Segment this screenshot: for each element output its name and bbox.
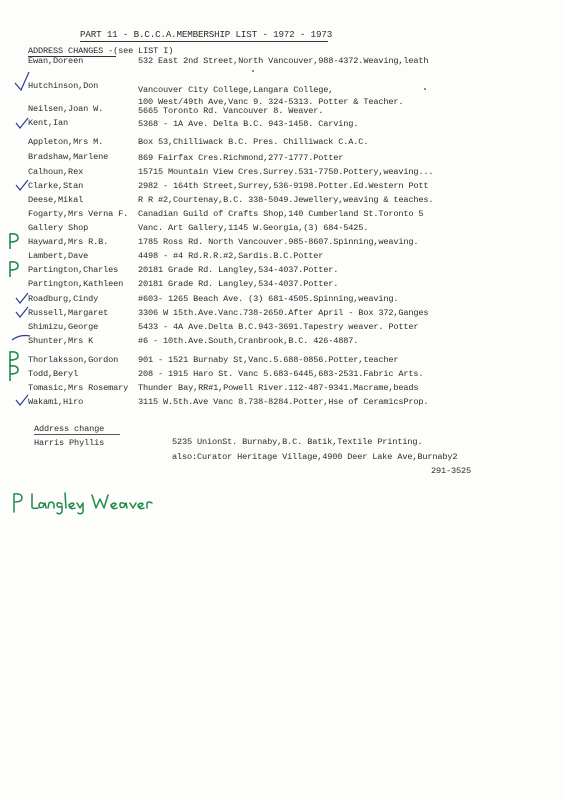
addendum-address-line2: also:Curator Heritage Village,4900 Deer Lake Ave,Burnaby2: [172, 452, 458, 462]
entry-address: 901 - 1521 Burnaby St,Vanc.5.688-0856.Potter,teacher: [138, 355, 399, 365]
p-mark-icon: [7, 260, 21, 278]
dash-mark-icon: [10, 331, 32, 343]
entry-address: Canadian Guild of Crafts Shop,140 Cumberland St.Toronto 5: [138, 209, 424, 219]
addendum-underline: [34, 434, 120, 435]
addendum-name: Harris Phyllis: [34, 438, 105, 448]
entry-name: Partington,Kathleen: [28, 279, 124, 289]
checkmark-icon: [14, 116, 30, 130]
entry-address: 4498 - #4 Rd.R.R.#2,Sardis.B.C.Potter: [138, 251, 324, 261]
entry-name: Shimizu,George: [28, 322, 99, 332]
entry-name: Shunter,Mrs K: [28, 336, 94, 346]
entry-address: 5665 Toronto Rd. Vancouver 8. Weaver.: [138, 106, 324, 116]
checkmark-icon: [14, 178, 30, 192]
entry-name: Bradshaw,Marlene: [28, 152, 109, 162]
entry-name: Russell,Margaret: [28, 308, 109, 318]
entry-address: Box 53,Chilliwack B.C. Pres. Chilliwack C.A.C.: [138, 137, 369, 147]
handwritten-note: [10, 490, 160, 516]
entry-address: 20181 Grade Rd. Langley,534-4037.Potter.: [138, 265, 339, 275]
checkmark-icon: [12, 70, 32, 94]
entry-name: Neilsen,Joan W.: [28, 104, 104, 114]
entry-address: R R #2,Courtenay,B.C. 338-5049.Jewellery,weaving & teaches.: [138, 195, 434, 205]
entry-address: 208 - 1915 Haro St. Vanc 5.683-6445,683-2531.Fabric Arts.: [138, 369, 424, 379]
entry-name: Hayward,Mrs R.B.: [28, 237, 109, 247]
checkmark-icon: [14, 305, 30, 319]
entry-address: 5433 - 4A Ave.Delta B.C.943-3691.Tapestry weaver. Potter: [138, 322, 419, 332]
p-mark-icon: [7, 364, 21, 382]
entry-name: Thorlaksson,Gordon: [28, 355, 119, 365]
title-underline: [80, 41, 328, 42]
checkmark-icon: [14, 291, 30, 305]
entry-name: Tomasic,Mrs Rosemary: [28, 383, 129, 393]
entry-address: 1785 Ross Rd. North Vancouver.985-8607.Spinning,weaving.: [138, 237, 419, 247]
section-heading: ADDRESS CHANGES -(see LIST I): [28, 46, 174, 56]
checkmark-icon: [14, 393, 30, 407]
stray-dot: [424, 88, 426, 90]
entry-name: Appleton,Mrs M.: [28, 137, 104, 147]
addendum-address-line1: 5235 UnionSt. Burnaby,B.C. Batik,Textile Printing.: [172, 437, 423, 447]
entry-name: Deese,Mikal: [28, 195, 84, 205]
entry-address: 2982 - 164th Street,Surrey,536-9198.Potter.Ed.Western Pott: [138, 181, 429, 191]
page-title: PART 11 - B.C.C.A.MEMBERSHIP LIST - 1972 - 1973: [80, 29, 333, 40]
entry-name: Clarke,Stan: [28, 181, 84, 191]
addendum-phone: 291-3525: [431, 466, 472, 476]
entry-address: 532 East 2nd Street,North Vancouver,988-4372.Weaving,leath: [138, 56, 429, 66]
entry-name: Fogarty,Mrs Verna F.: [28, 209, 129, 219]
entry-name: Calhoun,Rex: [28, 167, 84, 177]
entry-address: 100 West/49th Ave,Vanc 9. 324-5313. Potter & Teacher.: [138, 97, 404, 107]
entry-name: Partington,Charles: [28, 265, 119, 275]
entry-name: Todd,Beryl: [28, 369, 79, 379]
entry-address: Vanc. Art Gallery,1145 W.Georgia,(3) 684-5425.: [138, 223, 369, 233]
entry-name: Kent,Ian: [28, 118, 69, 128]
entry-name: Lambert,Dave: [28, 251, 89, 261]
entry-address: 3115 W.5th.Ave Vanc 8.738-8284.Potter,Hse of CeramicsProp.: [138, 397, 429, 407]
entry-address: 3306 W 15th.Ave.Vanc.738-2650.After April - Box 372,Ganges: [138, 308, 429, 318]
entry-address: 20181 Grade Rd. Langley,534-4037.Potter.: [138, 279, 339, 289]
entry-name: Wakami,Hiro: [28, 397, 84, 407]
entry-address: #6 - 10th.Ave.South,Cranbrook,B.C. 426-4887.: [138, 336, 359, 346]
stray-dot: [252, 70, 254, 72]
p-mark-icon: [7, 232, 21, 250]
entry-address: 15715 Mountain View Cres.Surrey.531-7750.Pottery,weaving...: [138, 167, 434, 177]
entry-address: #603- 1265 Beach Ave. (3) 681-4505.Spinning,weaving.: [138, 294, 399, 304]
entry-name: Gallery Shop: [28, 223, 89, 233]
addendum-heading: Address change: [34, 424, 105, 434]
entry-address: 5368 - 1A Ave. Delta B.C. 943-1458. Carving.: [138, 119, 359, 129]
entry-address: 869 Fairfax Cres.Richmond,277-1777.Potter: [138, 153, 344, 163]
entry-name: Roadburg,Cindy: [28, 294, 99, 304]
entry-name: Ewan,Doreen: [28, 56, 84, 66]
entry-address: Vancouver City College,Langara College,: [138, 85, 334, 95]
entry-address: Thunder Bay,RR#1,Powell River.112-487-9341.Macrame,beads: [138, 383, 419, 393]
entry-name: Hutchinson,Don: [28, 81, 99, 91]
